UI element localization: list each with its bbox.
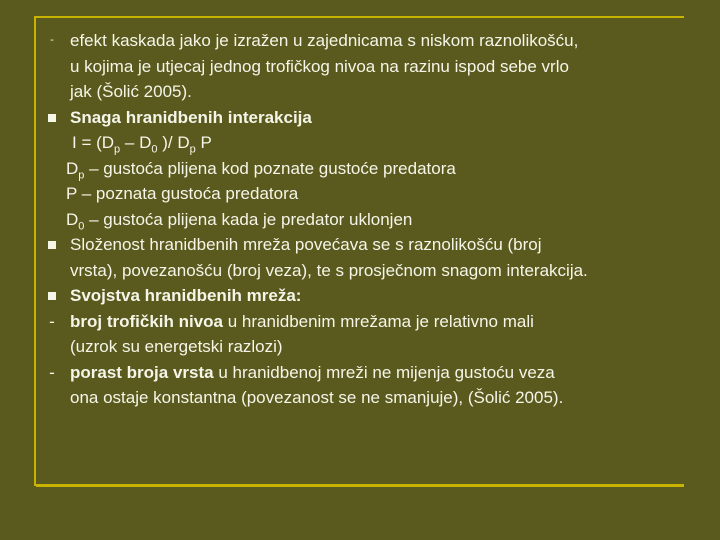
intro-line: u kojima je utjecaj jednog trofičkog nivoa na razinu ispod sebe vrlo xyxy=(70,56,569,76)
interaction-heading: Snaga hranidbenih interakcija xyxy=(70,107,312,127)
square-bullet-icon xyxy=(40,232,64,258)
dash-marker: - xyxy=(49,362,55,382)
complexity-line: vrsta), povezanošću (broj veza), te s prosječnom snagom interakcija. xyxy=(70,260,588,280)
properties-item xyxy=(40,283,700,309)
formula: $I = (D_p - D_0$ )/ $D_p$ P xyxy=(72,133,212,156)
property-line: broj trofičkih nivoa u hranidbenim mrežama je relativno mali xyxy=(70,311,534,331)
top-accent-line xyxy=(36,16,684,18)
dash-marker: - xyxy=(49,311,55,331)
definition-p: P – poznata gustoća predatora xyxy=(66,184,299,203)
property-line: porast broja vrsta u hranidbenoj mreži ne mijenja gustoću veza xyxy=(70,362,555,382)
interaction-strength-item xyxy=(40,105,700,233)
complexity-item xyxy=(40,232,700,283)
property-line: (uzrok su energetski razlozi) xyxy=(70,337,283,356)
square-bullet-icon xyxy=(40,283,64,309)
bottom-accent-line xyxy=(36,484,684,487)
property-species-count xyxy=(40,360,700,411)
complexity-line: Složenost hranidbenih mreža povećava se s raznolikošću (broj xyxy=(70,235,542,254)
property-line: ona ostaje konstantna (povezanost se ne smanjuje), (Šolić 2005). xyxy=(70,388,564,407)
square-bullet-icon xyxy=(40,105,64,131)
intro-paragraph xyxy=(40,28,700,105)
definition-dp: $D_p$ – gustoća plijena kod poznate gustoće predatora xyxy=(66,158,456,181)
intro-line: efekt kaskada jako je izražen u zajednicama s niskom raznolikošću, xyxy=(70,31,579,50)
slide-content xyxy=(40,28,700,411)
left-accent-line xyxy=(34,16,36,486)
dash-marker: - xyxy=(50,34,54,46)
property-trophic-levels xyxy=(40,309,700,360)
properties-heading: Svojstva hranidbenih mreža: xyxy=(70,286,302,305)
definition-d0: $D_0$ – gustoća plijena kada je predator uklonjen xyxy=(66,209,413,232)
intro-line: jak (Šolić 2005). xyxy=(70,82,192,101)
